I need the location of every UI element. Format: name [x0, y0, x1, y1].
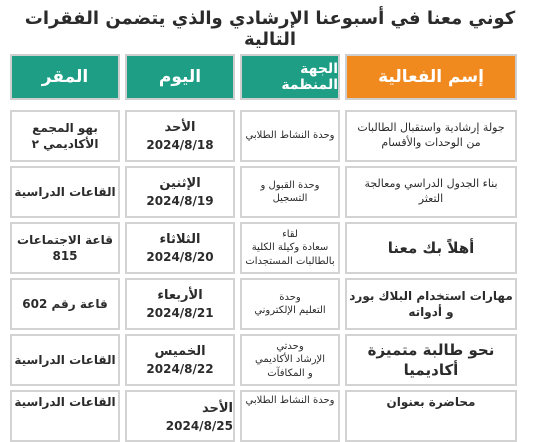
row-3-day: [125, 222, 235, 274]
row-4-organizer: وحدة التعليم الإلكتروني: [240, 278, 340, 330]
header-day: اليوم: [125, 54, 235, 100]
row-3-organizer: لقاء سعادة وكيلة الكلية بالطالبات المستجدات: [240, 222, 340, 274]
row-6-date: 2024/8/25: [165, 418, 233, 433]
header-organizer: الجهة المنظمة: [240, 54, 340, 100]
row-1-day: [125, 110, 235, 162]
row-4-day: [125, 278, 235, 330]
row-6-venue: القاعات الدراسية: [10, 390, 120, 442]
row-4-venue: قاعة رقم 602: [10, 278, 120, 330]
row-5-organizer: وحدتي الإرشاد الأكاديمي و المكافآت: [240, 334, 340, 386]
row-2-event: بناء الجدول الدراسي ومعالجة التعثر: [345, 166, 517, 218]
row-5-date: 2024/8/22: [146, 361, 214, 376]
header-venue: المقر: [10, 54, 120, 100]
row-3-day-name: الثلاثاء: [159, 232, 201, 248]
row-6-organizer: وحدة النشاط الطلابي: [240, 390, 340, 442]
row-5-event: نحو طالبة متميزة أكاديميا: [345, 334, 517, 386]
row-3-event: أهلاً بك معنا: [345, 222, 517, 274]
row-2-date: 2024/8/19: [146, 193, 214, 208]
row-4-event: مهارات استخدام البلاك بورد و أدواته: [345, 278, 517, 330]
row-1-day-name: الأحد: [164, 120, 196, 136]
page-heading: كوني معنا في أسبوعنا الإرشادي والذي يتضمن الفقرات التالية: [24, 8, 516, 50]
row-4-date: 2024/8/21: [146, 305, 214, 320]
row-1-event: جولة إرشادية واستقبال الطالبات من الوحدات والأقسام: [345, 110, 517, 162]
header-event: إسم الفعالية: [345, 54, 517, 100]
row-6-event: محاضرة بعنوان: [345, 390, 517, 442]
events-table: [10, 54, 518, 442]
row-4-day-name: الأربعاء: [157, 288, 203, 304]
row-1-date: 2024/8/18: [146, 137, 214, 152]
row-2-organizer: وحدة القبول و التسجيل: [240, 166, 340, 218]
row-2-venue: القاعات الدراسية: [10, 166, 120, 218]
row-2-day: [125, 166, 235, 218]
row-5-day-name: الخميس: [154, 344, 206, 360]
row-1-organizer: وحدة النشاط الطلابي: [240, 110, 340, 162]
row-5-day: [125, 334, 235, 386]
row-1-venue: بهو المجمع الأكاديمي ٢: [10, 110, 120, 162]
row-5-venue: القاعات الدراسية: [10, 334, 120, 386]
row-6-day-name: الأحد: [201, 401, 233, 417]
row-2-day-name: الإثنين: [159, 176, 201, 192]
row-3-venue: قاعة الاجتماعات 815: [10, 222, 120, 274]
row-3-date: 2024/8/20: [146, 249, 214, 264]
row-6-day: [125, 390, 235, 442]
